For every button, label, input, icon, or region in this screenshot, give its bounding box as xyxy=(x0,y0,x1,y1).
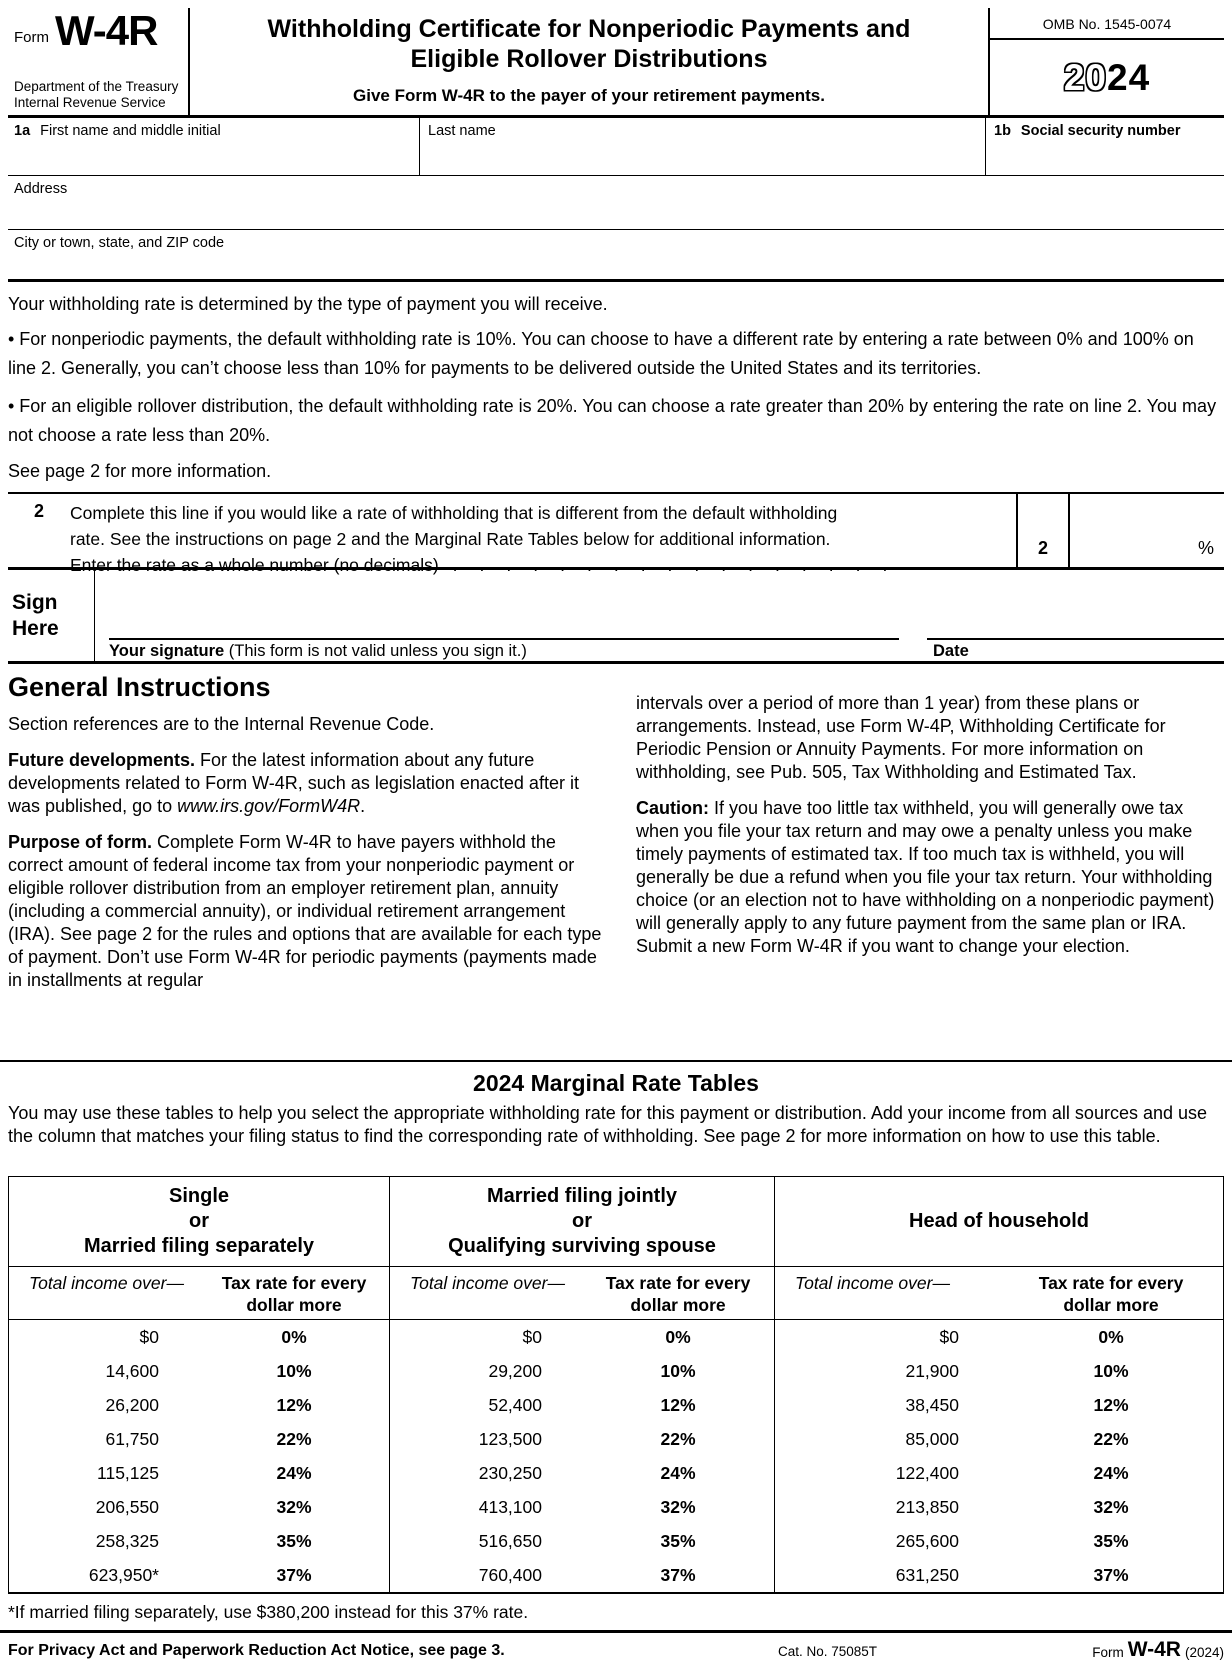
rate-value: 32% xyxy=(276,1496,312,1517)
purpose-of-form-paragraph: Purpose of form. Complete Form W-4R to have payers withhold the correct amount of federal income tax from your nonperiodic payment or eligible rollover distribution from an employer retirement plan, annuity (including a commercial annuity), or individual retirement arrangement (IRA). See page 2 for the rules and options that are available for each type of payment. Don’t use Form W-4R for periodic payments (payments made in installments at regular xyxy=(8,832,602,990)
city-row xyxy=(8,230,1224,282)
table-row xyxy=(9,1456,389,1490)
income-value: 213,850 xyxy=(895,1496,959,1517)
line-2-section xyxy=(8,492,1224,575)
group-title: Head of household xyxy=(775,1177,1223,1267)
table-row xyxy=(390,1456,774,1490)
rate-column-header: Tax rate for every dollar more xyxy=(221,1273,367,1316)
agency-line1: Department of the Treasury xyxy=(14,79,179,94)
table-row xyxy=(390,1388,774,1422)
rate-value: 10% xyxy=(660,1360,696,1381)
ssn-input[interactable] xyxy=(986,140,1224,175)
last-name-input[interactable] xyxy=(420,140,985,175)
table-row xyxy=(775,1354,1223,1388)
rate-value: 12% xyxy=(1093,1394,1129,1415)
omb-number: OMB No. 1545-0074 xyxy=(990,8,1224,40)
income-column-header: Total income over— xyxy=(410,1273,565,1294)
rate-column-header: Tax rate for every dollar more xyxy=(605,1273,751,1316)
signature-caption: Your signature (This form is not valid unless you sign it.) xyxy=(109,642,527,660)
table-row xyxy=(9,1524,389,1558)
table-row xyxy=(775,1456,1223,1490)
income-column-header: Total income over— xyxy=(795,1273,950,1294)
future-developments-paragraph: Future developments. For the latest information about any future developments related to Form W-4R, such as legislation enacted after it was published, go to www.irs.gov/FormW4R. xyxy=(8,750,579,816)
rate-intro: Your withholding rate is determined by the type of payment you will receive. xyxy=(8,294,608,314)
table-row xyxy=(775,1524,1223,1558)
income-value: 623,950* xyxy=(88,1564,159,1585)
table-row xyxy=(9,1320,389,1354)
table-row xyxy=(9,1354,389,1388)
sign-here-section xyxy=(8,570,1224,664)
table-row xyxy=(775,1558,1223,1592)
rate-value: 37% xyxy=(660,1564,696,1585)
table-row xyxy=(775,1422,1223,1456)
rate-value: 22% xyxy=(660,1428,696,1449)
first-name-input[interactable] xyxy=(8,140,419,175)
head-of-household-column-group xyxy=(775,1177,1223,1592)
income-value: 29,200 xyxy=(488,1360,542,1381)
marginal-rate-tables-intro: You may use these tables to help you select the appropriate withholding rate for this payment or distribution. Add your income from all sources and use the column that matches your filing status to find the corresponding rate of withholding. See page 2 for more information on how to use this table. xyxy=(8,1103,1208,1146)
rate-value: 35% xyxy=(660,1530,696,1551)
income-value: 516,650 xyxy=(478,1530,542,1551)
rate-value: 0% xyxy=(281,1326,307,1347)
city-input[interactable] xyxy=(8,252,1224,279)
income-value: 258,325 xyxy=(95,1530,159,1551)
table-row xyxy=(775,1388,1223,1422)
date-input[interactable] xyxy=(927,638,1224,640)
address-row xyxy=(8,176,1224,230)
income-value: 85,000 xyxy=(905,1428,959,1449)
table-row xyxy=(9,1422,389,1456)
form-title: Withholding Certificate for Nonperiodic Payments and Eligible Rollover Distributions xyxy=(267,15,911,73)
single-column-group xyxy=(9,1177,390,1592)
income-value: 115,125 xyxy=(97,1462,159,1483)
income-value: 14,600 xyxy=(105,1360,159,1381)
form-number: W-4R xyxy=(55,7,158,54)
rate-value: 22% xyxy=(1093,1428,1129,1449)
line-2-box-label: 2 xyxy=(1016,494,1068,567)
income-value: 122,400 xyxy=(895,1462,959,1483)
income-value: 61,750 xyxy=(105,1428,159,1449)
section-references: Section references are to the Internal Revenue Code. xyxy=(8,714,435,734)
address-input[interactable] xyxy=(8,198,1224,229)
table-row xyxy=(9,1490,389,1524)
line-2-text: Complete this line if you would like a rate of withholding that is different from the default withholding rate. See the instructions on page 2 and the Marginal Rate Tables below for additional information. Enter the rate as a whole number (no decimals) ................. xyxy=(70,503,910,575)
table-footnote: *If married filing separately, use $380,200 instead for this 37% rate. xyxy=(8,1602,529,1622)
rate-value: 32% xyxy=(660,1496,696,1517)
ssn-label: Social security number xyxy=(1020,123,1181,139)
table-row xyxy=(390,1524,774,1558)
agency-line2: Internal Revenue Service xyxy=(14,95,166,110)
income-value: 230,250 xyxy=(478,1462,542,1483)
instructions-right-column xyxy=(636,692,1226,971)
table-row xyxy=(9,1388,389,1422)
address-label: Address xyxy=(14,181,68,197)
table-row xyxy=(9,1558,389,1592)
group-body xyxy=(775,1320,1223,1592)
table-row xyxy=(775,1320,1223,1354)
date-caption: Date xyxy=(933,642,969,660)
income-value: 21,900 xyxy=(905,1360,959,1381)
income-value: 123,500 xyxy=(478,1428,542,1449)
income-value: 760,400 xyxy=(478,1564,542,1585)
rate-value: 37% xyxy=(1093,1564,1129,1585)
group-title: Married filing jointly or Qualifying surviving spouse xyxy=(390,1177,774,1267)
rate-value: 10% xyxy=(1093,1360,1129,1381)
table-row xyxy=(390,1354,774,1388)
income-value: 38,450 xyxy=(905,1394,959,1415)
instructions-continuation-paragraph: intervals over a period of more than 1 year) from these plans or arrangements. Instead, use Form W-4P, Withholding Certificate for Periodic Pension or Annuity Payments. For more information on withholding, see Pub. 505, Tax Withholding and Estimated Tax. xyxy=(636,693,1166,782)
first-name-label: First name and middle initial xyxy=(40,123,221,139)
footer-rule xyxy=(0,1630,1232,1633)
group-body xyxy=(9,1320,389,1592)
married-jointly-column-group xyxy=(390,1177,775,1592)
nonperiodic-bullet: • For nonperiodic payments, the default withholding rate is 10%. You can choose to have a different rate by entering a rate between 0% and 100% on line 2. Generally, you can’t choose less than 10% for payments to be delivered outside the United States and its territories. xyxy=(8,329,1194,378)
marginal-rate-tables-heading: 2024 Marginal Rate Tables xyxy=(473,1070,759,1096)
instructions-left-column xyxy=(8,672,602,1005)
table-row xyxy=(390,1320,774,1354)
sign-here-label: Sign Here xyxy=(12,590,59,640)
rate-value: 12% xyxy=(660,1394,696,1415)
name-row xyxy=(8,118,1224,176)
group-body xyxy=(390,1320,774,1592)
income-value: $0 xyxy=(522,1326,542,1347)
omb-year-block xyxy=(988,8,1224,115)
income-value: 206,550 xyxy=(95,1496,159,1517)
marginal-rate-table xyxy=(8,1176,1224,1594)
income-value: 631,250 xyxy=(895,1564,959,1585)
rate-value: 0% xyxy=(1098,1326,1124,1347)
privacy-act-notice: For Privacy Act and Paperwork Reduction Act Notice, see page 3. xyxy=(8,1642,505,1659)
last-name-label: Last name xyxy=(428,123,496,139)
income-value: 413,100 xyxy=(478,1496,542,1517)
rollover-bullet: • For an eligible rollover distribution, the default withholding rate is 20%. You can choose a rate greater than 20% by entering the rate on line 2. You may not choose a rate less than 20%. xyxy=(8,396,1217,445)
table-row xyxy=(390,1558,774,1592)
table-row xyxy=(390,1422,774,1456)
rate-value: 32% xyxy=(1093,1496,1129,1517)
income-column-header: Total income over— xyxy=(29,1273,184,1294)
rate-value: 0% xyxy=(665,1326,691,1347)
rate-column-header: Tax rate for every dollar more xyxy=(1038,1273,1184,1316)
page-footer xyxy=(8,1639,1224,1663)
rate-value: 12% xyxy=(276,1394,312,1415)
rate-value: 24% xyxy=(660,1462,696,1483)
rate-value: 10% xyxy=(276,1360,312,1381)
form-word: Form xyxy=(14,28,49,46)
irs-url: www.irs.gov/FormW4R xyxy=(177,796,361,816)
line-1b-number: 1b xyxy=(994,123,1011,139)
see-page2-note: See page 2 for more information. xyxy=(8,461,272,481)
line-1a-number: 1a xyxy=(14,123,31,139)
income-value: $0 xyxy=(139,1326,159,1347)
catalog-number: Cat. No. 75085T xyxy=(778,1644,878,1659)
rate-value: 24% xyxy=(276,1462,312,1483)
form-title-block xyxy=(190,8,988,115)
group-title: Single or Married filing separately xyxy=(9,1177,389,1267)
form-id-block xyxy=(8,8,190,115)
form-subtitle: Give Form W-4R to the payer of your retirement payments. xyxy=(353,86,825,105)
rate-value: 24% xyxy=(1093,1462,1129,1483)
table-row xyxy=(390,1490,774,1524)
rate-value: 22% xyxy=(276,1428,312,1449)
rate-value: 35% xyxy=(276,1530,312,1551)
income-value: 52,400 xyxy=(488,1394,542,1415)
form-header xyxy=(8,8,1224,118)
income-value: $0 xyxy=(939,1326,959,1347)
rate-value: 37% xyxy=(276,1564,312,1585)
rate-input[interactable] xyxy=(1070,494,1224,567)
city-label: City or town, state, and ZIP code xyxy=(14,235,225,251)
form-year: 20 24 xyxy=(1063,56,1151,98)
caution-paragraph: Caution: If you have too little tax withheld, you will generally owe tax when you file your tax return and may owe a penalty unless you make timely payments of estimated tax. If too much tax is withheld, you will generally be due a refund when you file your tax return. Your withholding choice (or an election not to have withholding on a nonperiodic payment) will generally apply to any future payment from the same plan or IRA. Submit a new Form W-4R if you want to change your election. xyxy=(636,798,1215,956)
table-row xyxy=(775,1490,1223,1524)
income-value: 26,200 xyxy=(105,1394,159,1415)
signature-input[interactable] xyxy=(109,638,899,640)
section-divider-rule xyxy=(0,1060,1232,1062)
general-instructions-heading: General Instructions xyxy=(8,672,271,702)
percent-sign: % xyxy=(1197,538,1214,558)
line-2-number: 2 xyxy=(33,501,44,521)
rate-info-block xyxy=(8,292,1224,483)
footer-form-id: Form W-4R (2024) xyxy=(1092,1638,1224,1661)
dot-leaders: ................. xyxy=(452,555,910,575)
signature-area xyxy=(94,570,1224,661)
rate-value: 35% xyxy=(1093,1530,1129,1551)
income-value: 265,600 xyxy=(895,1530,959,1551)
